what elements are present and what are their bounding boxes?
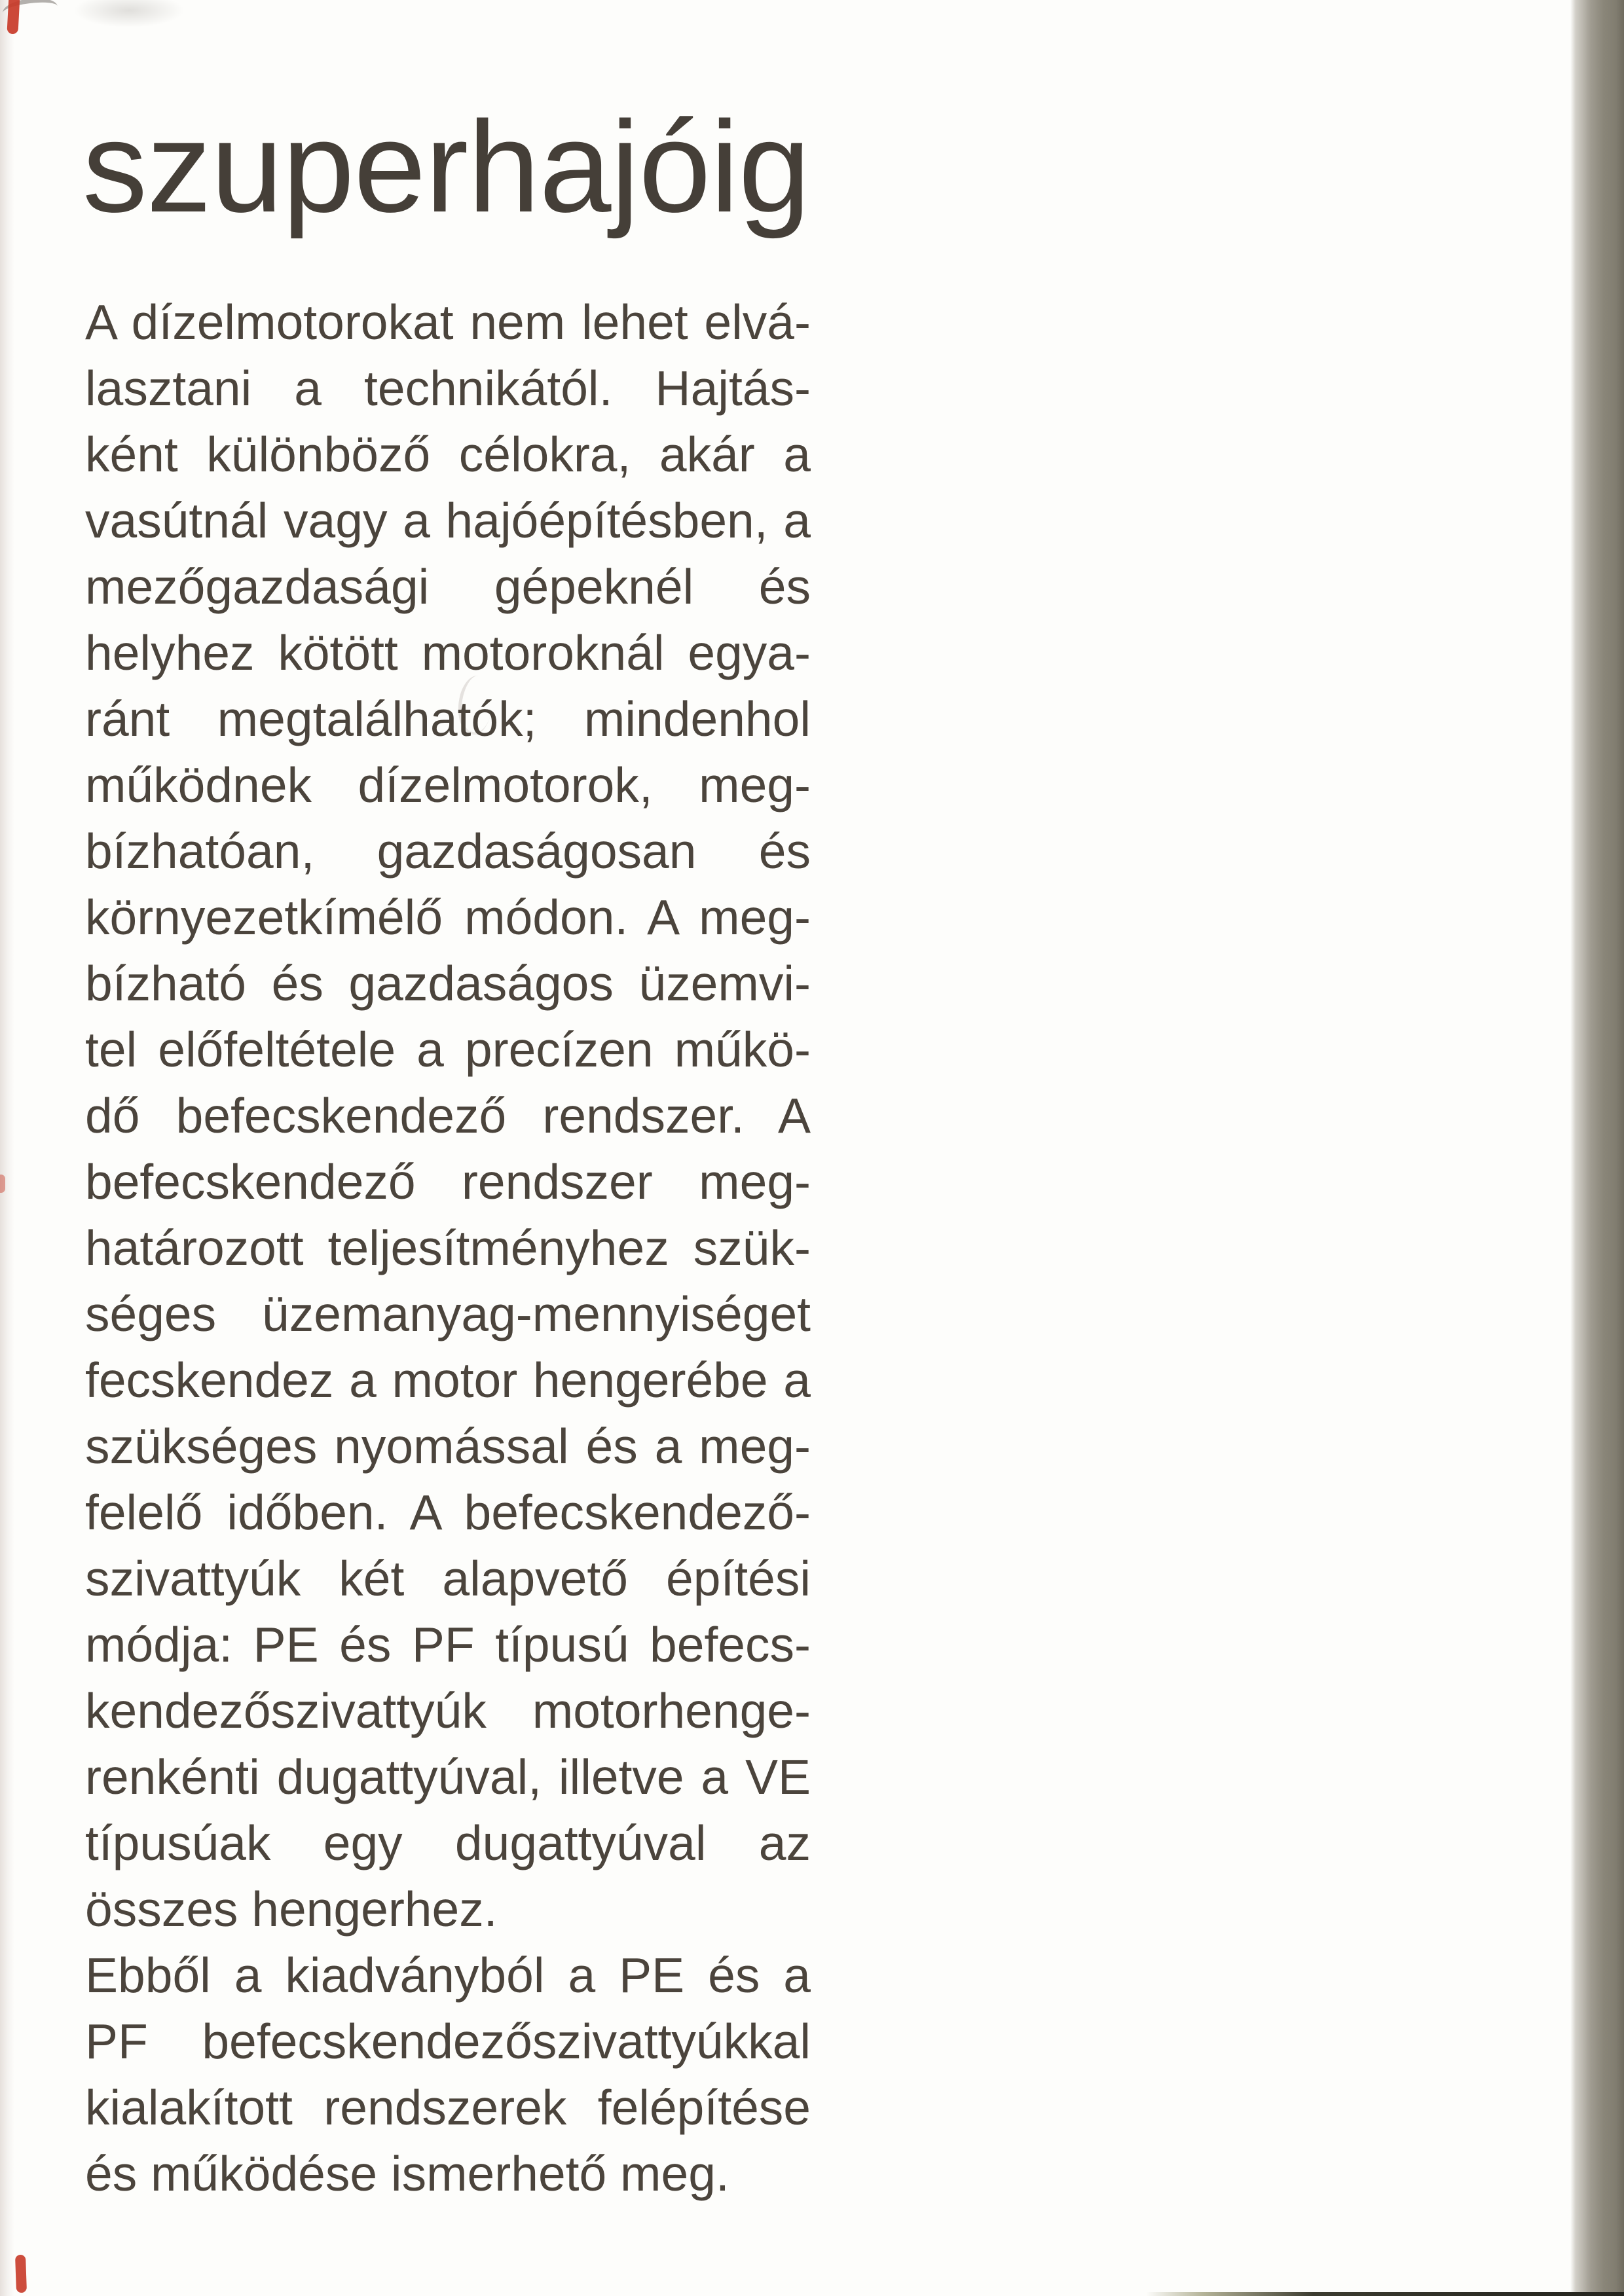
text-line: összes hengerhez. (85, 1882, 498, 1937)
text-line: ránt megtalálhatók; mindenhol (85, 691, 811, 746)
text-line: határozott teljesítményhez szük- (85, 1220, 811, 1275)
text-line: működnek dízelmotorok, meg- (85, 757, 811, 812)
text-line: PF befecskendezőszivattyúkkal (85, 2014, 811, 2069)
text-line: mezőgazdasági gépeknél és (85, 559, 811, 614)
text-line: fecskendez a motor hengerébe a (85, 1353, 811, 1408)
red-ink-mark-icon (0, 1175, 5, 1193)
page-left-edge-shadow (0, 0, 14, 2296)
text-line: ként különböző célokra, akár a (85, 427, 811, 482)
paragraph (85, 289, 811, 1942)
gray-smudge-icon (73, 0, 185, 27)
text-line: szivattyúk két alapvető építési (85, 1551, 811, 1606)
text-line: módja: PE és PF típusú befecs- (85, 1617, 811, 1672)
text-line: bízhatóan, gazdaságosan és (85, 824, 811, 879)
text-line: kendezőszivattyúk motorhenge- (85, 1683, 811, 1738)
text-line: renkénti dugattyúval, illetve a VE (85, 1749, 811, 1804)
text-line: A dízelmotorokat nem lehet elvá- (85, 295, 811, 350)
text-line: típusúak egy dugattyúval az (85, 1815, 811, 1870)
text-line: Ebből a kiadványból a PE és a (85, 1948, 811, 2003)
text-line: befecskendező rendszer meg- (85, 1154, 811, 1209)
text-line: dő befecskendező rendszer. A (85, 1088, 811, 1143)
text-line: szükséges nyomással és a meg- (85, 1419, 811, 1474)
red-ink-mark-icon (15, 2255, 27, 2293)
text-line: bízható és gazdaságos üzemvi- (85, 956, 811, 1011)
text-line: tel előfeltétele a precízen műkö- (85, 1022, 811, 1077)
red-ink-mark-icon (7, 0, 20, 34)
page-right-edge-shadow (1570, 0, 1624, 2296)
text-line: séges üzemanyag-mennyiséget (85, 1286, 811, 1341)
paragraph (85, 1942, 811, 2207)
text-line: helyhez kötött motoroknál egya- (85, 625, 811, 680)
text-line: lasztani a technikától. Hajtás- (85, 361, 811, 416)
text-line: környezetkímélő módon. A meg- (85, 890, 811, 945)
text-line: felelő időben. A befecskendező- (85, 1485, 811, 1540)
page-bottom-edge-line (1146, 2292, 1624, 2296)
text-line: és működése ismerhető meg. (85, 2146, 729, 2201)
text-line: kialakított rendszerek felépítése (85, 2080, 811, 2135)
text-line: vasútnál vagy a hajóépítésben, a (85, 493, 811, 548)
page-title: szuperhajóig (83, 94, 810, 239)
article-text (85, 289, 811, 2207)
